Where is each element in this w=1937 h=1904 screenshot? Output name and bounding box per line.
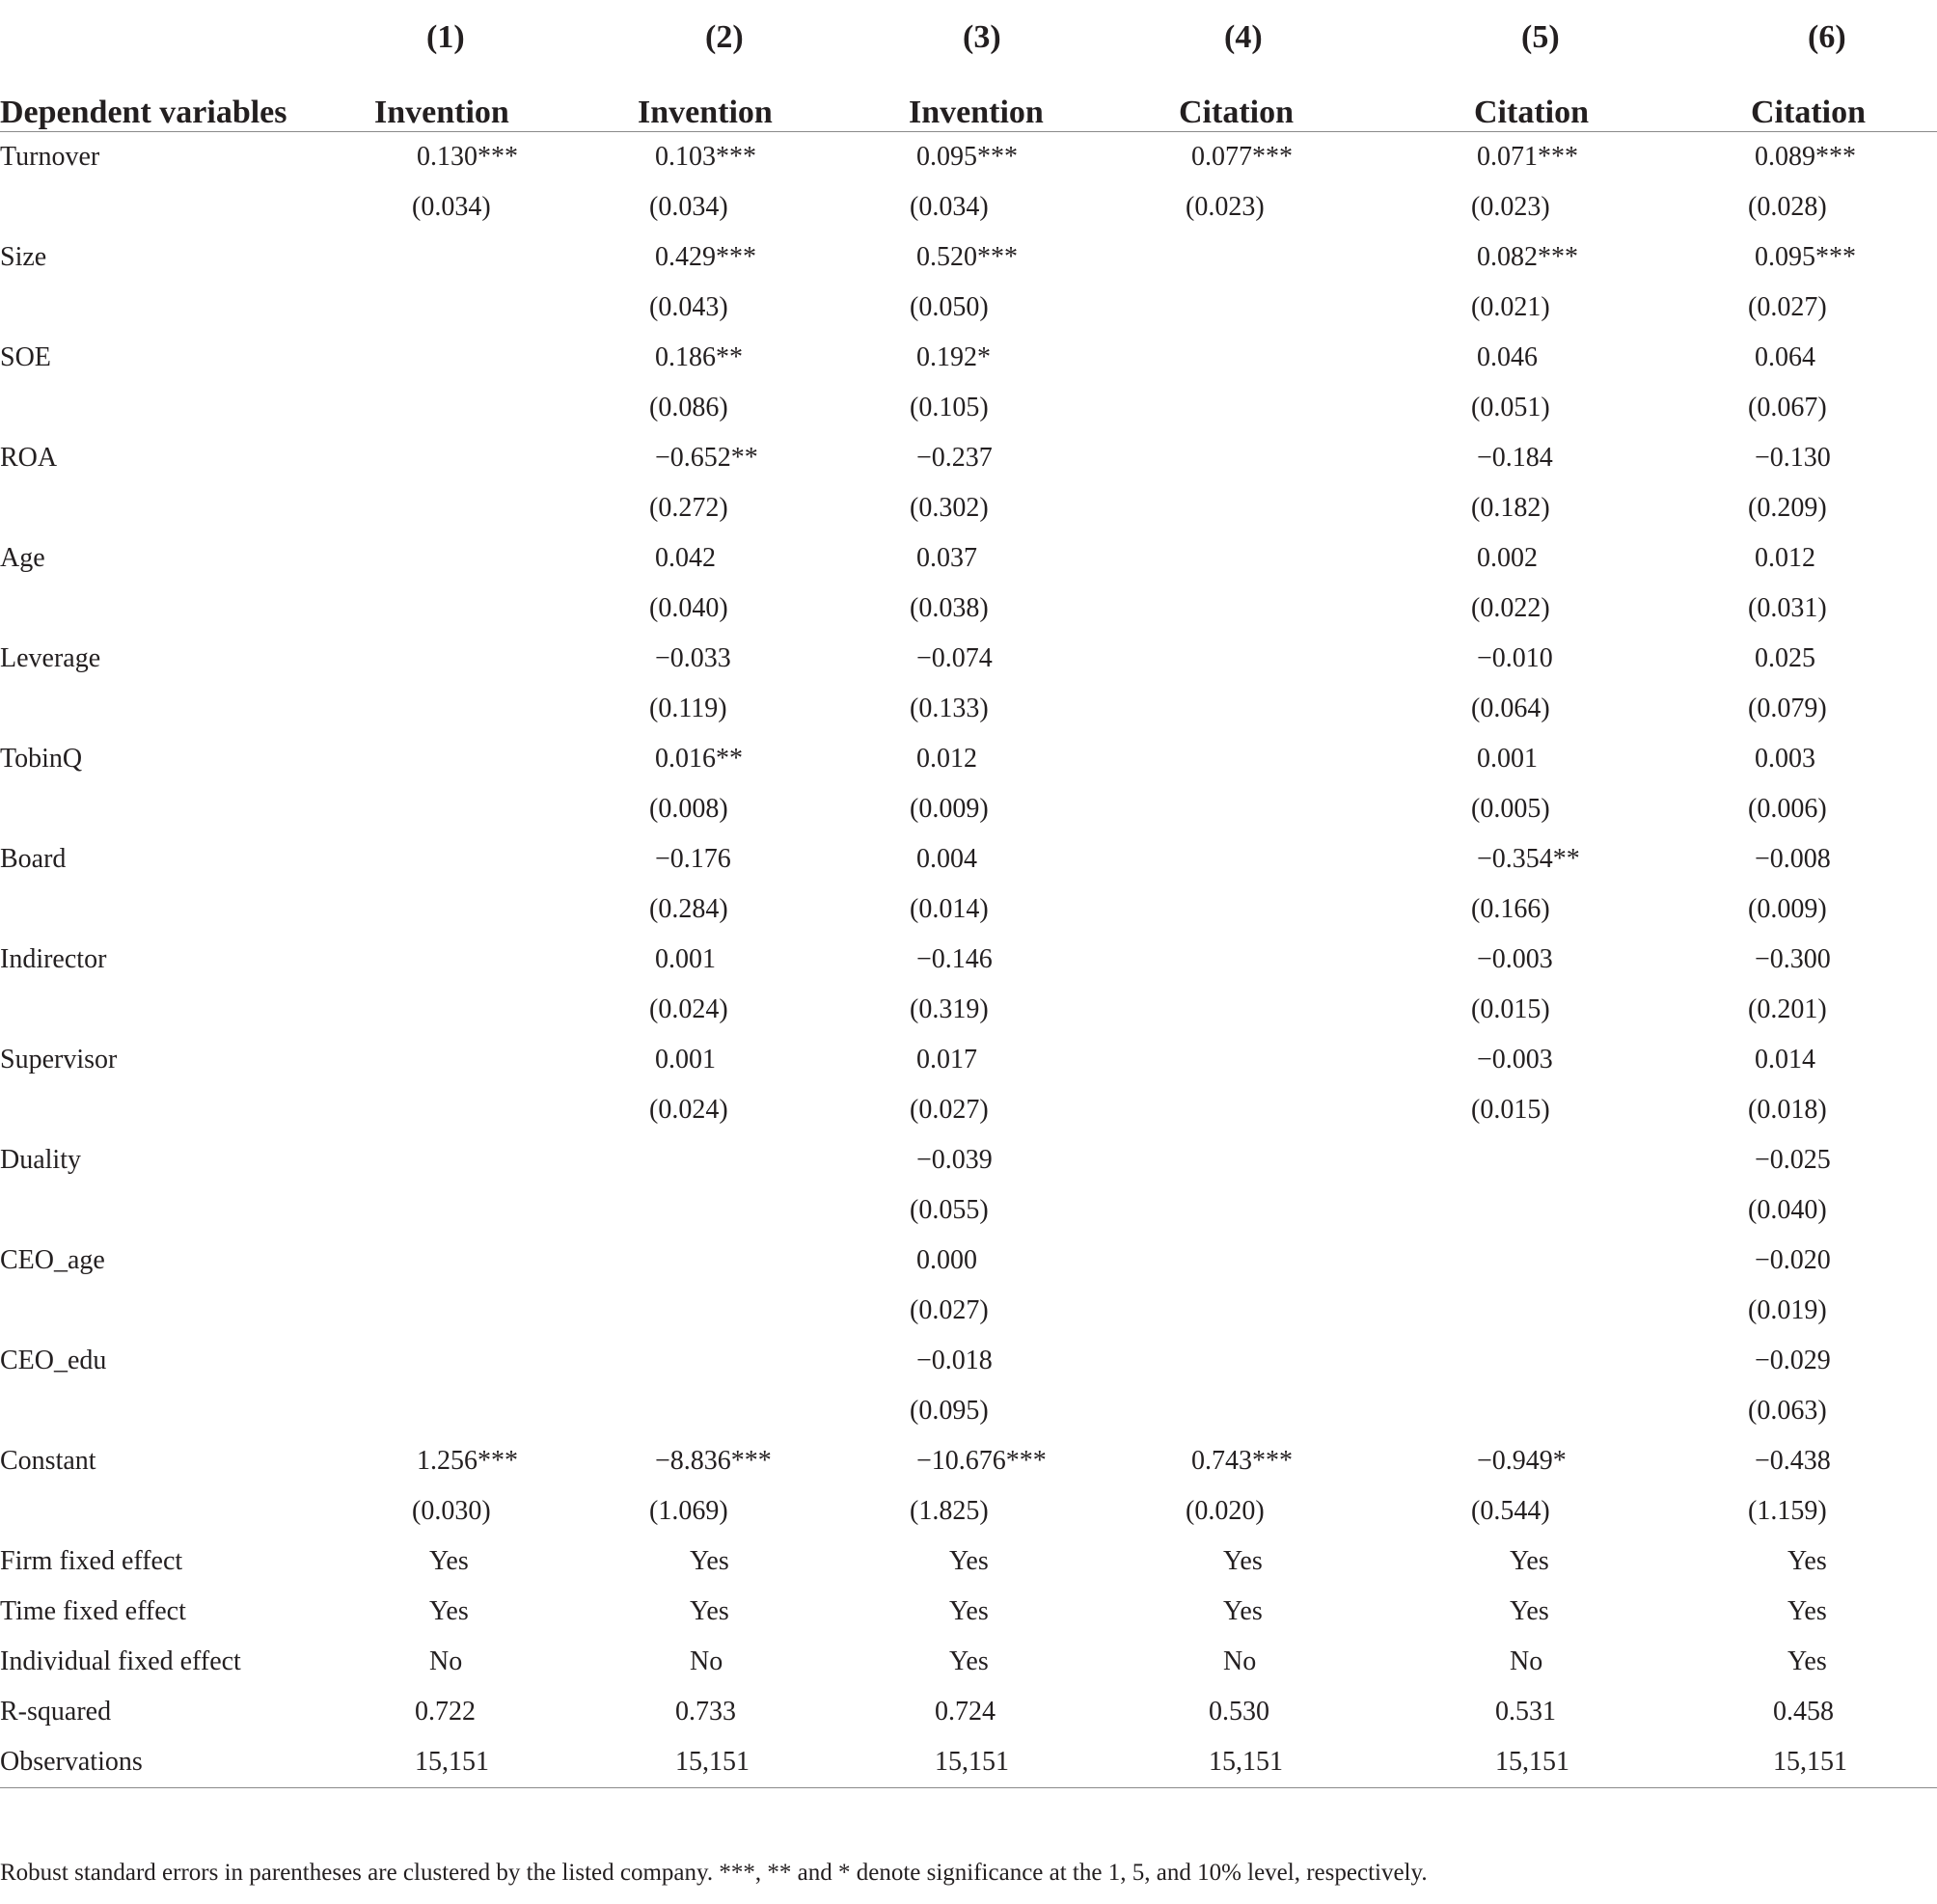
coefficient-cell: 0.012: [916, 744, 977, 774]
standard-error-cell: (0.302): [910, 493, 989, 523]
footer-cell: 15,151: [829, 1737, 1087, 1788]
row-label: Individual fixed effect: [0, 1646, 241, 1676]
footer-cell: 0.724: [935, 1697, 996, 1727]
coefficient-cell: [1087, 935, 1377, 985]
coefficient-cell: −0.130: [1755, 443, 1831, 473]
coefficient-cell: 0.186**: [655, 342, 743, 372]
standard-error-cell: (1.069): [649, 1496, 728, 1526]
row-label: Time fixed effect: [0, 1596, 186, 1626]
standard-error-cell: (0.027): [910, 1295, 989, 1325]
coefficient-cell: 1.256***: [417, 1446, 518, 1476]
standard-error-cell: [371, 1386, 524, 1436]
coefficient-cell: [1087, 634, 1377, 684]
table-row: [0, 1286, 1937, 1336]
standard-error-cell: (0.018): [1748, 1095, 1827, 1125]
coefficient-cell: 0.064: [1755, 342, 1815, 372]
column-number: (6): [1808, 19, 1846, 55]
header-label: Dependent variables: [0, 56, 371, 132]
table-body: [0, 132, 1937, 1788]
table-row: [0, 1587, 1937, 1637]
coefficient-cell: 0.002: [1477, 543, 1538, 573]
standard-error-cell: [1087, 383, 1377, 433]
standard-error-cell: (0.021): [1471, 292, 1550, 322]
footer-cell: 0.458: [1773, 1697, 1834, 1727]
footer-cell: 0.530: [1209, 1697, 1269, 1727]
table-row: [0, 1687, 1937, 1737]
coefficient-cell: 0.071***: [1477, 142, 1578, 172]
header-corner: [0, 0, 371, 56]
dependent-variable: Citation: [1377, 56, 1642, 132]
table-row: [0, 533, 1937, 584]
standard-error-cell: [1087, 784, 1377, 834]
standard-error-cell: (0.209): [1748, 493, 1827, 523]
standard-error-cell: [1087, 684, 1377, 734]
row-label: SOE: [0, 342, 51, 372]
standard-error-cell: (0.055): [910, 1195, 989, 1225]
standard-error-cell: [1087, 1286, 1377, 1336]
row-label: Indirector: [0, 944, 107, 974]
row-label-blank: [0, 784, 371, 834]
standard-error-cell: (0.544): [1471, 1496, 1550, 1526]
standard-error-cell: [371, 584, 524, 634]
table-row: [0, 884, 1937, 935]
standard-error-cell: (0.319): [910, 994, 989, 1024]
table-row: [0, 1185, 1937, 1236]
table-row: [0, 1135, 1937, 1185]
table-row: [0, 1236, 1937, 1286]
standard-error-cell: [371, 884, 524, 935]
footer-cell: Yes: [1223, 1596, 1263, 1626]
coefficient-cell: [524, 1336, 829, 1386]
row-label-blank: [0, 684, 371, 734]
coefficient-cell: 0.016**: [655, 744, 743, 774]
row-label: CEO_edu: [0, 1346, 107, 1375]
coefficient-cell: 0.017: [916, 1045, 977, 1074]
row-label: Constant: [0, 1446, 96, 1476]
table-row: [0, 684, 1937, 734]
standard-error-cell: (0.272): [649, 493, 728, 523]
coefficient-cell: 0.014: [1755, 1045, 1815, 1074]
coefficient-cell: −0.018: [916, 1346, 993, 1375]
coefficient-cell: [1087, 433, 1377, 483]
coefficient-cell: −0.025: [1755, 1145, 1831, 1175]
standard-error-cell: [371, 483, 524, 533]
coefficient-cell: −0.300: [1755, 944, 1831, 974]
row-label: TobinQ: [0, 744, 83, 774]
table-row: [0, 834, 1937, 884]
coefficient-cell: [1087, 1135, 1377, 1185]
table-row: [0, 182, 1937, 232]
footer-cell: Yes: [690, 1596, 729, 1626]
coefficient-cell: 0.004: [916, 844, 977, 874]
standard-error-cell: (0.009): [1748, 894, 1827, 924]
footer-cell: 15,151: [524, 1737, 829, 1788]
row-label-blank: [0, 1286, 371, 1336]
standard-error-cell: (0.009): [910, 794, 989, 824]
standard-error-cell: [1087, 1185, 1377, 1236]
table-row: [0, 935, 1937, 985]
coefficient-cell: −0.029: [1755, 1346, 1831, 1375]
coefficient-cell: [1087, 333, 1377, 383]
coefficient-cell: 0.089***: [1755, 142, 1856, 172]
coefficient-cell: 0.077***: [1191, 142, 1293, 172]
standard-error-cell: (0.020): [1186, 1496, 1265, 1526]
standard-error-cell: [1377, 1185, 1642, 1236]
standard-error-cell: [524, 1185, 829, 1236]
coefficient-cell: 0.037: [916, 543, 977, 573]
coefficient-cell: −0.652**: [655, 443, 758, 473]
coefficient-cell: [1377, 1336, 1642, 1386]
dependent-variable: Invention: [371, 56, 524, 132]
dependent-variable: Invention: [524, 56, 829, 132]
row-label: Firm fixed effect: [0, 1546, 183, 1576]
coefficient-cell: −0.146: [916, 944, 993, 974]
standard-error-cell: (0.014): [910, 894, 989, 924]
row-label: Size: [0, 242, 47, 272]
table-row: [0, 1035, 1937, 1085]
standard-error-cell: [371, 1185, 524, 1236]
footer-cell: Yes: [429, 1546, 469, 1576]
footer-cell: Yes: [1787, 1546, 1827, 1576]
standard-error-cell: [371, 1085, 524, 1135]
table-row: [0, 333, 1937, 383]
column-number: (2): [705, 19, 744, 55]
row-label-blank: [0, 1386, 371, 1436]
coefficient-cell: 0.095***: [1755, 242, 1856, 272]
standard-error-cell: (0.086): [649, 393, 728, 422]
standard-error-cell: (0.051): [1471, 393, 1550, 422]
coefficient-cell: [524, 1236, 829, 1286]
standard-error-cell: (0.027): [1748, 292, 1827, 322]
coefficient-cell: [371, 232, 524, 283]
table-row: [0, 132, 1937, 183]
standard-error-cell: [371, 684, 524, 734]
coefficient-cell: 0.103***: [655, 142, 756, 172]
standard-error-cell: (0.050): [910, 292, 989, 322]
standard-error-cell: (0.034): [649, 192, 728, 222]
table-row: [0, 734, 1937, 784]
standard-error-cell: (0.023): [1471, 192, 1550, 222]
footer-cell: No: [1223, 1646, 1257, 1676]
coefficient-cell: [371, 734, 524, 784]
standard-error-cell: (0.040): [649, 593, 728, 623]
row-label-blank: [0, 584, 371, 634]
footer-cell: Yes: [690, 1546, 729, 1576]
row-label-blank: [0, 1486, 371, 1537]
coefficient-cell: [1377, 1135, 1642, 1185]
standard-error-cell: (0.064): [1471, 694, 1550, 723]
footer-cell: Yes: [949, 1596, 989, 1626]
footer-cell: Yes: [429, 1596, 469, 1626]
table-row: [0, 1537, 1937, 1587]
footer-cell: 0.733: [675, 1697, 736, 1727]
table-row: [0, 784, 1937, 834]
coefficient-cell: [371, 1135, 524, 1185]
coefficient-cell: [1087, 1336, 1377, 1386]
standard-error-cell: (0.119): [649, 694, 727, 723]
table-row: [0, 1637, 1937, 1687]
table-row: [0, 634, 1937, 684]
coefficient-cell: −0.074: [916, 643, 993, 673]
column-number: (3): [963, 19, 1001, 55]
standard-error-cell: [1087, 985, 1377, 1035]
table-row: [0, 1085, 1937, 1135]
standard-error-cell: (0.028): [1748, 192, 1827, 222]
footer-cell: No: [429, 1646, 463, 1676]
row-label-blank: [0, 283, 371, 333]
standard-error-cell: [1087, 584, 1377, 634]
standard-error-cell: (0.284): [649, 894, 728, 924]
standard-error-cell: [524, 1286, 829, 1336]
standard-error-cell: (0.005): [1471, 794, 1550, 824]
standard-error-cell: (0.067): [1748, 393, 1827, 422]
row-label: R-squared: [0, 1697, 112, 1727]
standard-error-cell: (0.201): [1748, 994, 1827, 1024]
coefficient-cell: −0.003: [1477, 944, 1553, 974]
coefficient-cell: −10.676***: [916, 1446, 1047, 1476]
standard-error-cell: (0.031): [1748, 593, 1827, 623]
footer-cell: Yes: [1787, 1646, 1827, 1676]
footer-cell: 0.722: [415, 1697, 476, 1727]
coefficient-cell: [371, 1336, 524, 1386]
coefficient-cell: −0.438: [1755, 1446, 1831, 1476]
coefficient-cell: [371, 333, 524, 383]
row-label: ROA: [0, 443, 58, 473]
standard-error-cell: (0.133): [910, 694, 989, 723]
column-number: (4): [1224, 19, 1263, 55]
row-label-blank: [0, 1085, 371, 1135]
coefficient-cell: [371, 634, 524, 684]
footer-cell: Yes: [1510, 1546, 1549, 1576]
coefficient-cell: 0.025: [1755, 643, 1815, 673]
row-label-blank: [0, 483, 371, 533]
coefficient-cell: −0.039: [916, 1145, 993, 1175]
column-number-row: [0, 0, 1937, 56]
dependent-variable-row: [0, 56, 1937, 132]
footer-cell: Yes: [1510, 1596, 1549, 1626]
row-label: Turnover: [0, 142, 100, 172]
footer-cell: Yes: [1787, 1596, 1827, 1626]
standard-error-cell: (1.825): [910, 1496, 989, 1526]
standard-error-cell: [1087, 884, 1377, 935]
column-number: (5): [1521, 19, 1560, 55]
coefficient-cell: 0.012: [1755, 543, 1815, 573]
coefficient-cell: 0.520***: [916, 242, 1018, 272]
table-row: [0, 1336, 1937, 1386]
table-row: [0, 1737, 1937, 1788]
standard-error-cell: (1.159): [1748, 1496, 1827, 1526]
coefficient-cell: [1087, 1236, 1377, 1286]
table-row: [0, 1386, 1937, 1436]
row-label: Leverage: [0, 643, 101, 673]
footer-cell: 15,151: [1642, 1737, 1937, 1788]
row-label: Supervisor: [0, 1045, 118, 1074]
coefficient-cell: 0.001: [655, 944, 716, 974]
coefficient-cell: −0.354**: [1477, 844, 1580, 874]
standard-error-cell: (0.034): [910, 192, 989, 222]
standard-error-cell: [371, 784, 524, 834]
row-label: Age: [0, 543, 45, 573]
standard-error-cell: (0.166): [1471, 894, 1550, 924]
table-note: Robust standard errors in parentheses are clustered by the listed company. ***, ** and * denote significance at the 1, 5, and 10% level, respectively.: [0, 1860, 1428, 1886]
footer-cell: 0.531: [1495, 1697, 1556, 1727]
table-row: [0, 433, 1937, 483]
standard-error-cell: (0.079): [1748, 694, 1827, 723]
coefficient-cell: 0.095***: [916, 142, 1018, 172]
row-label-blank: [0, 182, 371, 232]
coefficient-cell: −0.237: [916, 443, 993, 473]
standard-error-cell: (0.040): [1748, 1195, 1827, 1225]
standard-error-cell: (0.024): [649, 994, 728, 1024]
standard-error-cell: [371, 283, 524, 333]
row-label: Duality: [0, 1145, 81, 1175]
standard-error-cell: (0.022): [1471, 593, 1550, 623]
coefficient-cell: −0.033: [655, 643, 731, 673]
standard-error-cell: (0.105): [910, 393, 989, 422]
standard-error-cell: [1087, 1085, 1377, 1135]
standard-error-cell: (0.015): [1471, 994, 1550, 1024]
standard-error-cell: [1087, 1386, 1377, 1436]
table-row: [0, 483, 1937, 533]
standard-error-cell: (0.034): [412, 192, 491, 222]
standard-error-cell: (0.030): [412, 1496, 491, 1526]
footer-cell: No: [1510, 1646, 1543, 1676]
footer-cell: Yes: [949, 1646, 989, 1676]
standard-error-cell: (0.019): [1748, 1295, 1827, 1325]
standard-error-cell: (0.063): [1748, 1396, 1827, 1426]
coefficient-cell: −0.010: [1477, 643, 1553, 673]
standard-error-cell: [1377, 1286, 1642, 1336]
standard-error-cell: [1087, 483, 1377, 533]
coefficient-cell: 0.003: [1755, 744, 1815, 774]
footer-cell: 15,151: [1087, 1737, 1377, 1788]
standard-error-cell: (0.006): [1748, 794, 1827, 824]
coefficient-cell: 0.000: [916, 1245, 977, 1275]
standard-error-cell: (0.038): [910, 593, 989, 623]
table-row: [0, 1486, 1937, 1537]
coefficient-cell: −8.836***: [655, 1446, 772, 1476]
coefficient-cell: [1087, 734, 1377, 784]
table-row: [0, 283, 1937, 333]
coefficient-cell: −0.020: [1755, 1245, 1831, 1275]
coefficient-cell: −0.176: [655, 844, 731, 874]
coefficient-cell: [1087, 232, 1377, 283]
footer-cell: Yes: [1223, 1546, 1263, 1576]
row-label-blank: [0, 884, 371, 935]
standard-error-cell: (0.182): [1471, 493, 1550, 523]
standard-error-cell: [1377, 1386, 1642, 1436]
standard-error-cell: [371, 985, 524, 1035]
coefficient-cell: [1377, 1236, 1642, 1286]
row-label-blank: [0, 383, 371, 433]
standard-error-cell: [371, 1286, 524, 1336]
standard-error-cell: [524, 1386, 829, 1436]
row-label: CEO_age: [0, 1245, 105, 1275]
coefficient-cell: −0.003: [1477, 1045, 1553, 1074]
coefficient-cell: [371, 834, 524, 884]
standard-error-cell: (0.024): [649, 1095, 728, 1125]
footer-cell: No: [690, 1646, 723, 1676]
coefficient-cell: −0.008: [1755, 844, 1831, 874]
row-label: Board: [0, 844, 67, 874]
table-row: [0, 383, 1937, 433]
footer-cell: 15,151: [371, 1737, 524, 1788]
coefficient-cell: [1087, 533, 1377, 584]
dependent-variable: Invention: [829, 56, 1087, 132]
footer-cell: Yes: [949, 1546, 989, 1576]
standard-error-cell: (0.008): [649, 794, 728, 824]
footer-cell: 15,151: [1377, 1737, 1642, 1788]
coefficient-cell: 0.082***: [1477, 242, 1578, 272]
coefficient-cell: [371, 533, 524, 584]
table-row: [0, 232, 1937, 283]
coefficient-cell: 0.429***: [655, 242, 756, 272]
coefficient-cell: 0.042: [655, 543, 716, 573]
coefficient-cell: [371, 433, 524, 483]
table-header: [0, 0, 1937, 132]
coefficient-cell: −0.184: [1477, 443, 1553, 473]
table-row: [0, 584, 1937, 634]
coefficient-cell: 0.001: [1477, 744, 1538, 774]
row-label-blank: [0, 1185, 371, 1236]
row-label-blank: [0, 985, 371, 1035]
coefficient-cell: [1087, 1035, 1377, 1085]
standard-error-cell: [371, 383, 524, 433]
standard-error-cell: (0.015): [1471, 1095, 1550, 1125]
coefficient-cell: [371, 935, 524, 985]
coefficient-cell: [1087, 834, 1377, 884]
column-number: (1): [426, 19, 465, 55]
standard-error-cell: (0.023): [1186, 192, 1265, 222]
coefficient-cell: [371, 1035, 524, 1085]
table-row: [0, 1436, 1937, 1486]
dependent-variable: Citation: [1642, 56, 1937, 132]
coefficient-cell: 0.743***: [1191, 1446, 1293, 1476]
standard-error-cell: [1087, 283, 1377, 333]
row-label: Observations: [0, 1737, 371, 1788]
standard-error-cell: (0.043): [649, 292, 728, 322]
dependent-variable: Citation: [1087, 56, 1377, 132]
coefficient-cell: 0.001: [655, 1045, 716, 1074]
coefficient-cell: 0.046: [1477, 342, 1538, 372]
coefficient-cell: [371, 1236, 524, 1286]
coefficient-cell: 0.130***: [417, 142, 518, 172]
coefficient-cell: 0.192*: [916, 342, 991, 372]
coefficient-cell: −0.949*: [1477, 1446, 1567, 1476]
table-row: [0, 985, 1937, 1035]
standard-error-cell: (0.095): [910, 1396, 989, 1426]
standard-error-cell: (0.027): [910, 1095, 989, 1125]
coefficient-cell: [524, 1135, 829, 1185]
